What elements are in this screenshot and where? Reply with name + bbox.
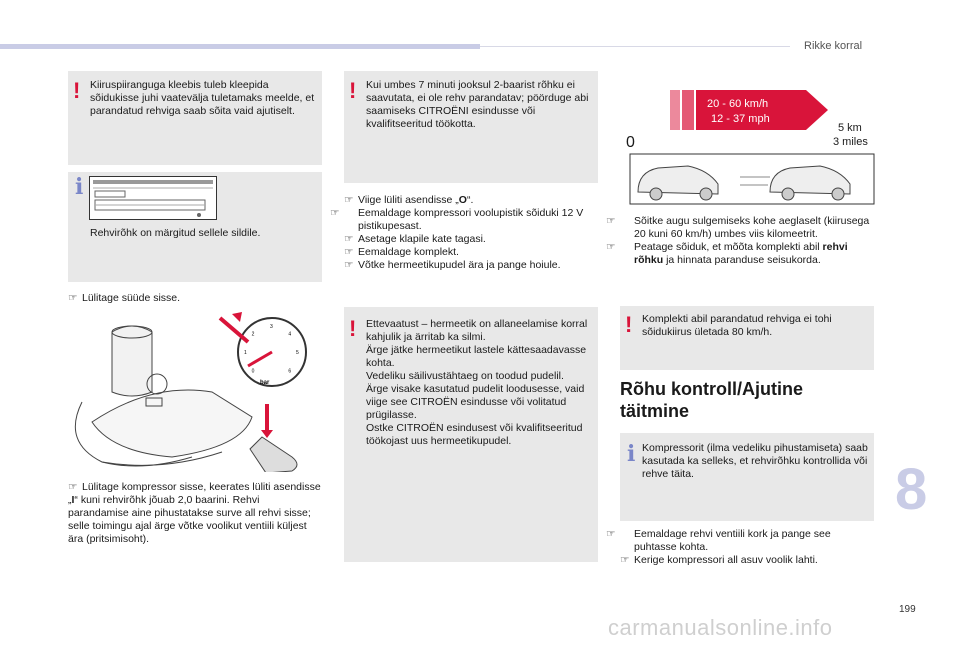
- pointer-icon: ☞: [344, 233, 354, 245]
- pointer-icon: ☞: [606, 215, 616, 227]
- pointer-icon: ☞: [68, 481, 78, 493]
- warning-icon: !: [73, 78, 81, 103]
- distance-miles: 3 miles: [833, 136, 868, 148]
- warning-text: Komplekti abil parandatud rehviga ei tohi sõidukiirus ületada 80 km/h.: [642, 313, 832, 338]
- car-start: [638, 166, 718, 200]
- step-store-bottle: ☞ Võtke hermeetikupudel ära ja pange hoiule.: [344, 259, 561, 271]
- steps-list-col2: [330, 194, 598, 272]
- page-number: 199: [899, 604, 916, 615]
- gauge-tick-label: 2: [251, 331, 255, 338]
- step-ignition: ☞ Lülitage süüde sisse.: [68, 292, 181, 304]
- info-text: Kompressorit (ilma vedeliku pihustamiseta) saab kasutada ka selleks, et rehvirõhku kontrollida või rehve täita.: [642, 442, 868, 480]
- distance-start: 0: [626, 134, 635, 151]
- gauge-unit: bar: [260, 380, 270, 386]
- pointer-icon: ☞: [68, 292, 78, 304]
- distance-km: 5 km: [838, 122, 862, 134]
- gauge-tick-label: 5: [296, 350, 299, 356]
- gauge-tick-label: 0: [251, 368, 255, 375]
- section-title: Rikke korral: [804, 40, 863, 52]
- pointer-icon: ☞: [606, 528, 616, 540]
- section-heading: Rõhu kontroll/Ajutine täitmine: [620, 379, 803, 421]
- info-icon: i: [75, 174, 84, 200]
- gauge-tick-label: 4: [288, 331, 292, 338]
- info-icon: i: [627, 441, 636, 467]
- step-unplug: ☞ Eemaldage kompressori voolupistik sõiduki 12 V pistikupesast.: [330, 207, 584, 232]
- warning-text: Kiiruspiiranguga kleebis tuleb kleepida sõidukisse juhi vaatevälja tuletamaks meelde, et parandatud rehviga saab sõita vaid ajutiselt.: [90, 79, 315, 117]
- step-check-pressure: ☞ Peatage sõiduk, et mõõta komplekti abil rehvi rõhku ja hinnata paranduse seisukorda.: [606, 241, 848, 266]
- pointer-icon: ☞: [344, 246, 354, 258]
- pointer-icon: ☞: [606, 241, 616, 253]
- gauge-tick-label: 1: [244, 350, 247, 356]
- chapter-number: 8: [895, 457, 928, 522]
- step-valve-cap: ☞ Eemaldage rehvi ventiili kork ja pange see puhtasse kohta.: [606, 528, 831, 553]
- step-remove-kit: ☞ Eemaldage komplekt.: [344, 246, 459, 258]
- pointer-icon: ☞: [620, 554, 630, 566]
- pointer-icon: ☞: [330, 207, 340, 219]
- pointer-icon: ☞: [344, 194, 354, 206]
- header-bar: [0, 44, 480, 49]
- gauge-tick-label: 3: [270, 324, 273, 330]
- warning-text: Kui umbes 7 minuti jooksul 2-baarist rõhku ei saavutata, ei ole rehv parandatav; pöörduge abi saamiseks CITROËNI esindusse või kvalifitseeritud töökotta.: [366, 79, 589, 130]
- compressor-illustration: [72, 312, 322, 472]
- step-cap: ☞ Asetage klapile kate tagasi.: [344, 233, 486, 245]
- step-switch-o: ☞ Viige lüliti asendisse „O“.: [344, 194, 474, 206]
- steps-list-col3: [606, 215, 874, 267]
- speed-kmh: 20 - 60 km/h: [707, 98, 769, 110]
- header-rule: [480, 46, 790, 47]
- warning-icon: !: [349, 316, 357, 341]
- warning-icon: !: [625, 312, 633, 337]
- car-end: [770, 166, 850, 200]
- speed-mph: 12 - 37 mph: [711, 113, 770, 125]
- speed-distance-diagram: [620, 82, 880, 212]
- steps-list-col3b: [606, 528, 874, 567]
- watermark: carmanualsonline.info: [608, 615, 833, 640]
- warning-text: Ettevaatust – hermeetik on allaneelamise korral kahjulik ja ärritab ka silmi. Ärge jätke hermeetikut lastele kättesaadavasse kohta. Vedeliku säilivustähtaeg on toodud pudelil. Ärge visake kasutatud pudelit loodusesse, vaid viige see CITROËN esindusse või volitatud prügilasse. Ostke CITROËN esindusest või kvalifitseeritud töökojast uus hermeetikupudel.: [366, 318, 588, 447]
- warning-icon: !: [349, 78, 357, 103]
- tyre-pressure-label-image: [89, 176, 217, 220]
- gauge-tick-label: 6: [288, 368, 292, 375]
- step-compressor-on: ☞ Lülitage kompressor sisse, keerates lüliti asendisse „I“ kuni rehvirõhk jõuab 2,0 baarini. Rehvi parandamise aine pihustatakse surve all rehvi sisse; selle toimingu ajal ärge võtke voolikut ventiili küljest ära (pritsimisoht).: [68, 481, 321, 545]
- step-drive: ☞ Sõitke augu sulgemiseks kohe aeglaselt (kiirusega 20 kuni 60 km/h) umbes viis kilomeetrit.: [606, 215, 870, 240]
- pointer-icon: ☞: [344, 259, 354, 271]
- info-text: Rehvirõhk on märgitud sellele sildile.: [90, 227, 261, 239]
- step-unwind-hose: ☞ Kerige kompressori all asuv voolik lahti.: [620, 554, 818, 566]
